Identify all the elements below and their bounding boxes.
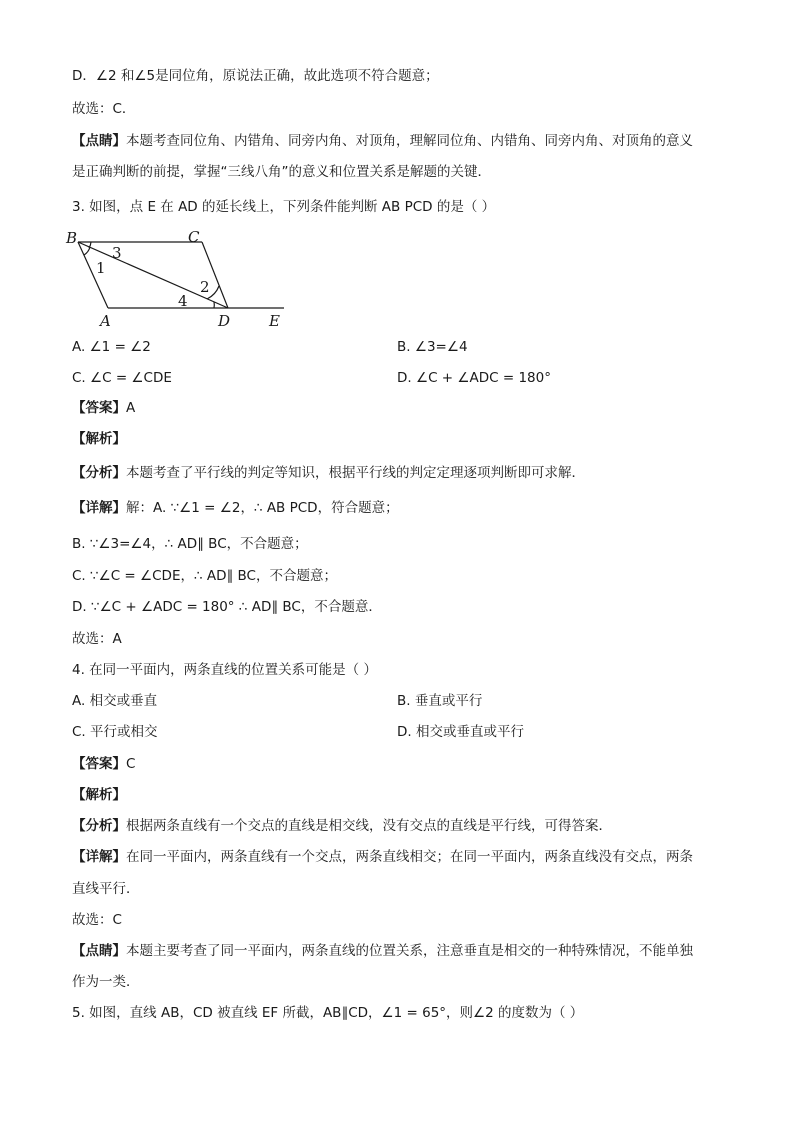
tag: 【详解】 [72,849,126,865]
text-line [72,941,693,961]
text: 解：A. ∵∠1 = ∠2，∴ AB PCD，符合题意； [126,500,399,516]
label-angle-4: 4 [178,292,188,310]
label-angle-2: 2 [200,278,210,296]
geometry-figure [62,226,302,336]
text-line [72,498,399,518]
label-D: D [218,312,231,330]
text-line [72,847,693,867]
text-line: 直线平行． [72,881,140,897]
label-angle-3: 3 [112,244,122,262]
tag: 【分析】 [72,465,126,481]
text-line: 是正确判断的前提，掌握“三线八角”的意义和位置关系是解题的关键． [72,164,491,180]
label-E: E [269,312,280,330]
analysis-heading: 【解析】 [72,431,126,447]
angle-arc-1 [84,247,90,255]
text-line: D. ∵∠C + ∠ADC = 180° ∴ AD∥ BC，不合题意． [72,599,382,615]
text-line [72,816,612,836]
label-angle-1: 1 [96,259,106,277]
tag: 【答案】 [72,756,126,772]
option-b: B. ∠3=∠4 [397,339,468,355]
analysis-heading: 【解析】 [72,787,126,803]
question-4: 4. 在同一平面内，两条直线的位置关系可能是（ ） [72,662,377,678]
answer [72,754,135,774]
text-line: 作为一类． [72,974,140,990]
option-a: A. 相交或垂直 [72,693,158,709]
tag: 【答案】 [72,400,126,416]
text-line [72,131,693,151]
text-line: 故选：C． [72,101,136,117]
tag: 【分析】 [72,818,126,834]
option-b: B. 垂直或平行 [397,693,483,709]
option-a: A. ∠1 = ∠2 [72,339,151,355]
text-line: 故选：C [72,912,122,928]
tag: 【详解】 [72,500,126,516]
question-5: 5. 如图，直线 AB，CD 被直线 EF 所截，AB∥CD，∠1 = 65°，则∠2 的度数为（ ） [72,1005,584,1021]
answer [72,398,135,418]
answer-value: C [126,756,136,772]
label-C: C [188,228,200,246]
answer-value: A [126,400,136,416]
option-d: D. 相交或垂直或平行 [397,724,524,740]
text-line [72,463,585,483]
text: 本题考查同位角、内错角、同旁内角、对顶角，理解同位角、内错角、同旁内角、对顶角的意义 [126,133,693,149]
option-d: D. ∠C + ∠ADC = 180° [397,370,551,386]
question-3: 3. 如图，点 E 在 AD 的延长线上，下列条件能判断 AB PCD 的是（ ） [72,199,496,215]
text-line: C. ∵∠C = ∠CDE，∴ AD∥ BC，不合题意； [72,568,337,584]
text: 本题考查了平行线的判定等知识，根据平行线的判定定理逐项判断即可求解． [126,465,585,481]
tag: 【点睛】 [72,943,126,959]
option-c: C. 平行或相交 [72,724,158,740]
label-B: B [66,229,78,247]
text-line: B. ∵∠3=∠4，∴ AD∥ BC，不合题意； [72,536,308,552]
label-A: A [100,312,111,330]
text: 在同一平面内，两条直线有一个交点，两条直线相交；在同一平面内，两条直线没有交点，两条 [126,849,693,865]
option-c: C. ∠C = ∠CDE [72,370,172,386]
tag: 【点睛】 [72,133,126,149]
text: 本题主要考查了同一平面内，两条直线的位置关系，注意垂直是相交的一种特殊情况，不能单独 [126,943,693,959]
text-line: 故选：A [72,631,122,647]
text: 根据两条直线有一个交点的直线是相交线，没有交点的直线是平行线，可得答案． [126,818,612,834]
text-line: D．∠2 和∠5是同位角，原说法正确，故此选项不符合题意； [72,68,439,84]
